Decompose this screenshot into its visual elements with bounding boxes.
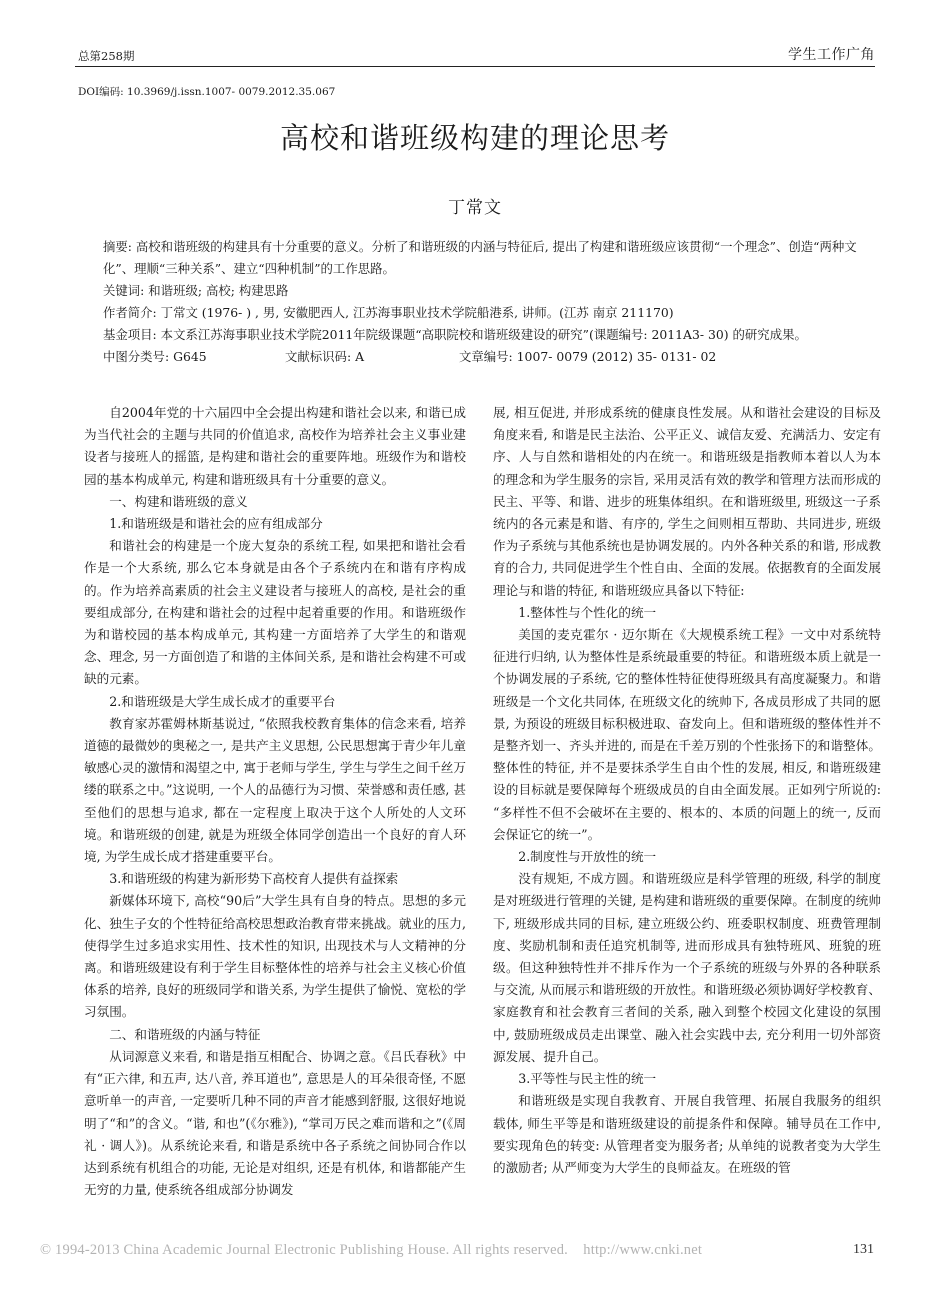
abstract: 摘要: 高校和谐班级的构建具有十分重要的意义。分析了和谐班级的内涵与特征后, 提出了构建和谐班级应该贯彻“一个理念”、创造“两种文化”、理顺“三种关系”、建立“四种机制”的工作思路。 — [103, 239, 857, 276]
body-paragraph: 新媒体环境下, 高校“90后”大学生具有自身的特点。思想的多元化、独生子女的个性特征给高校思想政治教育带来挑战。就业的压力, 使得学生过多追求实用性、技术性的知识, 出现技术与人文精神的分离。和谐班级建设有利于学生目标整体性的培养与社会主义核心价值体系的培养, 良好的班级同学和谐关系, 为学生提供了愉悦、宽松的学习氛围。 — [84, 893, 466, 1020]
body-paragraph: 从词源意义来看, 和谐是指互相配合、协调之意。《吕氏春秋》中有“正六律, 和五声, 达八音, 养耳道也”, 意思是人的耳朵很奇怪, 不愿意听单一的声音, 一定要听几种不同的声音才能感到舒服, 这很好地说明了“和”的含义。“谐, 和也”(《尔雅》), “掌司万民之难而谐和之”(《周礼 · 调人》)。从系统论来看, 和谐是系统中各子系统之间协同合作以达到系统有机组合的功能, 无论是对组织, 还是有机体, 和谐都能产生无穷的力量, 使系统各组成部分协调发 — [84, 1048, 466, 1198]
keywords: 关键词: 和谐班级; 高校; 构建思路 — [103, 283, 289, 298]
body-paragraph: 自2004年党的十六届四中全会提出构建和谐社会以来, 和谐已成为当代社会的主题与共同的价值追求, 高校作为培养社会主义事业建设者与接班人的摇篮, 是构建和谐社会的重要阵地。班级作为和谐校园的基本构成单元, 构建和谐班级具有十分重要的意义。 — [84, 405, 466, 487]
body-paragraph: 教育家苏霍姆林斯基说过, “依照我校教育集体的信念来看, 培养道德的最微妙的奥秘之一, 是共产主义思想, 公民思想寓于青少年儿童敏感心灵的激情和渴望之中, 寓于老师与学生, 学生与学生之间千丝万缕的联系之中。”这说明, 一个人的品德行为习惯、荣誉感和责任感, 甚至他们的思想与追求, 都在一定程度上取决于这个人所处的人文环境。和谐班级的创建, 就是为班级全体同学创造出一个良好的育人环境, 为学生成长成才搭建重要平台。 — [84, 715, 466, 865]
journal-column: 学生工作广角 — [788, 47, 875, 63]
section-heading: 一、构建和谐班级的意义 — [109, 493, 248, 509]
document-code: 文献标识码: A — [285, 349, 365, 364]
section-heading: 二、和谐班级的内涵与特征 — [109, 1026, 261, 1042]
copyright-footer: © 1994-2013 China Academic Journal Electronic Publishing House. All rights reserved. http://www.cnki.net — [40, 1242, 703, 1258]
section-heading: 3.和谐班级的构建为新形势下高校育人提供有益探索 — [109, 871, 399, 887]
section-heading: 1.整体性与个性化的统一 — [518, 604, 657, 620]
body-paragraph: 展, 相互促进, 并形成系统的健康良性发展。从和谐社会建设的目标及角度来看, 和谐是民主法治、公平正义、诚信友爱、充满活力、安定有序、人与自然和谐相处的内在统一。和谐班级是指教师本着以人为本的理念和为学生服务的宗旨, 采用灵活有效的教学和管理方法而形成的民主、平等、和谐、进步的班集体组织。在和谐班级里, 班级这一子系统内的各元素是和谐、有序的, 学生之间则相互帮助、共同进步, 班级作为子系统与其他系统也是协调发展的。内外各种关系的和谐, 形成教育的合力, 共同促进学生个性自由、全面的发展。依据教育的全面发展理论与和谐的特征, 和谐班级应具备以下特征: — [493, 405, 881, 598]
section-heading: 1.和谐班级是和谐社会的应有组成部分 — [109, 516, 323, 532]
body-paragraph: 美国的麦克霍尔 · 迈尔斯在《大规模系统工程》一文中对系统特征进行归纳, 认为整体性是系统最重要的特征。和谐班级本质上就是一个协调发展的子系统, 它的整体性特征使得班级具有高度凝聚力。和谐班级是一个文化共同体, 在班级文化的统帅下, 各成员形成了共同的愿景, 为预设的班级目标积极进取、奋发向上。但和谐班级的整体性并不是整齐划一、齐头并进的, 而是在千差万别的个性张扬下的和谐整体。整体性的特征, 并不是要抹杀学生自由个性的发展, 相反, 和谐班级建设的目标就是要保障每个班级成员的自由全面发展。正如列宁所说的: “多样性不但不会破坏在主要的、根本的、本质的问题上的统一, 反而会保证它的统一”。 — [493, 627, 881, 842]
body-paragraph: 没有规矩, 不成方圆。和谐班级应是科学管理的班级, 科学的制度是对班级进行管理的关键, 是构建和谐班级的重要保障。在制度的统帅下, 班级形成共同的目标, 建立班级公约、班委职权制度、班费管理制度、奖励机制和责任追究机制等, 进而形成具有独特班风、班貌的班级。但这种独特性并不排斥作为一个子系统的班级与外界的各种联系与交流, 从而展示和谐班级的开放性。和谐班级必须协调好学校教育、家庭教育和社会教育三者间的关系, 融入到整个校园文化建设的氛围中, 鼓励班级成员走出课堂、融入社会实践中去, 充分利用一切外部资源发展、提升自己。 — [493, 871, 881, 1064]
section-heading: 3.平等性与民主性的统一 — [518, 1071, 657, 1087]
doi-line: DOI编码: 10.3969/j.issn.1007- 0079.2012.35.067 — [78, 86, 336, 98]
paper-title: 高校和谐班级构建的理论思考 — [279, 121, 670, 155]
body-column-left — [84, 402, 466, 1201]
body-column-right — [493, 402, 881, 1179]
author-bio: 作者简介: 丁常文 (1976- ) , 男, 安徽肥西人, 江苏海事职业技术学院船港系, 讲师。(江苏 南京 211170) — [103, 305, 674, 320]
fund-project: 基金项目: 本文系江苏海事职业技术学院2011年院级课题“高职院校和谐班级建设的研究”(课题编号: 2011A3- 30) 的研究成果。 — [103, 327, 807, 342]
author-name: 丁常文 — [448, 198, 502, 218]
article-metadata — [103, 236, 885, 368]
journal-issue: 总第258期 — [78, 49, 135, 63]
body-paragraph: 和谐班级是实现自我教育、开展自我管理、拓展自我服务的组织载体, 师生平等是和谐班级建设的前提条件和保障。辅导员在工作中, 要实现角色的转变: 从管理者变为服务者; 从单纯的说教者变为大学生的激励者; 从严师变为大学生的良师益友。在班级的管 — [493, 1093, 881, 1175]
header-rule — [75, 66, 875, 67]
page-number: 131 — [853, 1242, 874, 1257]
classification-row — [103, 346, 885, 368]
clc-number: 中图分类号: G645 — [103, 349, 207, 364]
section-heading: 2.制度性与开放性的统一 — [518, 849, 657, 865]
section-heading: 2.和谐班级是大学生成长成才的重要平台 — [109, 693, 336, 709]
body-paragraph: 和谐社会的构建是一个庞大复杂的系统工程, 如果把和谐社会看作是一个大系统, 那么它本身就是由各个子系统内在和谐有序构成的。作为培养高素质的社会主义建设者与接班人的高校, 是社会的重要组成部分, 在构建和谐社会的过程中起着重要的作用。和谐班级作为和谐校园的基本构成单元, 其构建一方面培养了大学生的和谐观念、理念, 另一方面创造了和谐的主体间关系, 是和谐社会构建不可或缺的元素。 — [84, 538, 466, 687]
article-number: 文章编号: 1007- 0079 (2012) 35- 0131- 02 — [459, 349, 717, 364]
